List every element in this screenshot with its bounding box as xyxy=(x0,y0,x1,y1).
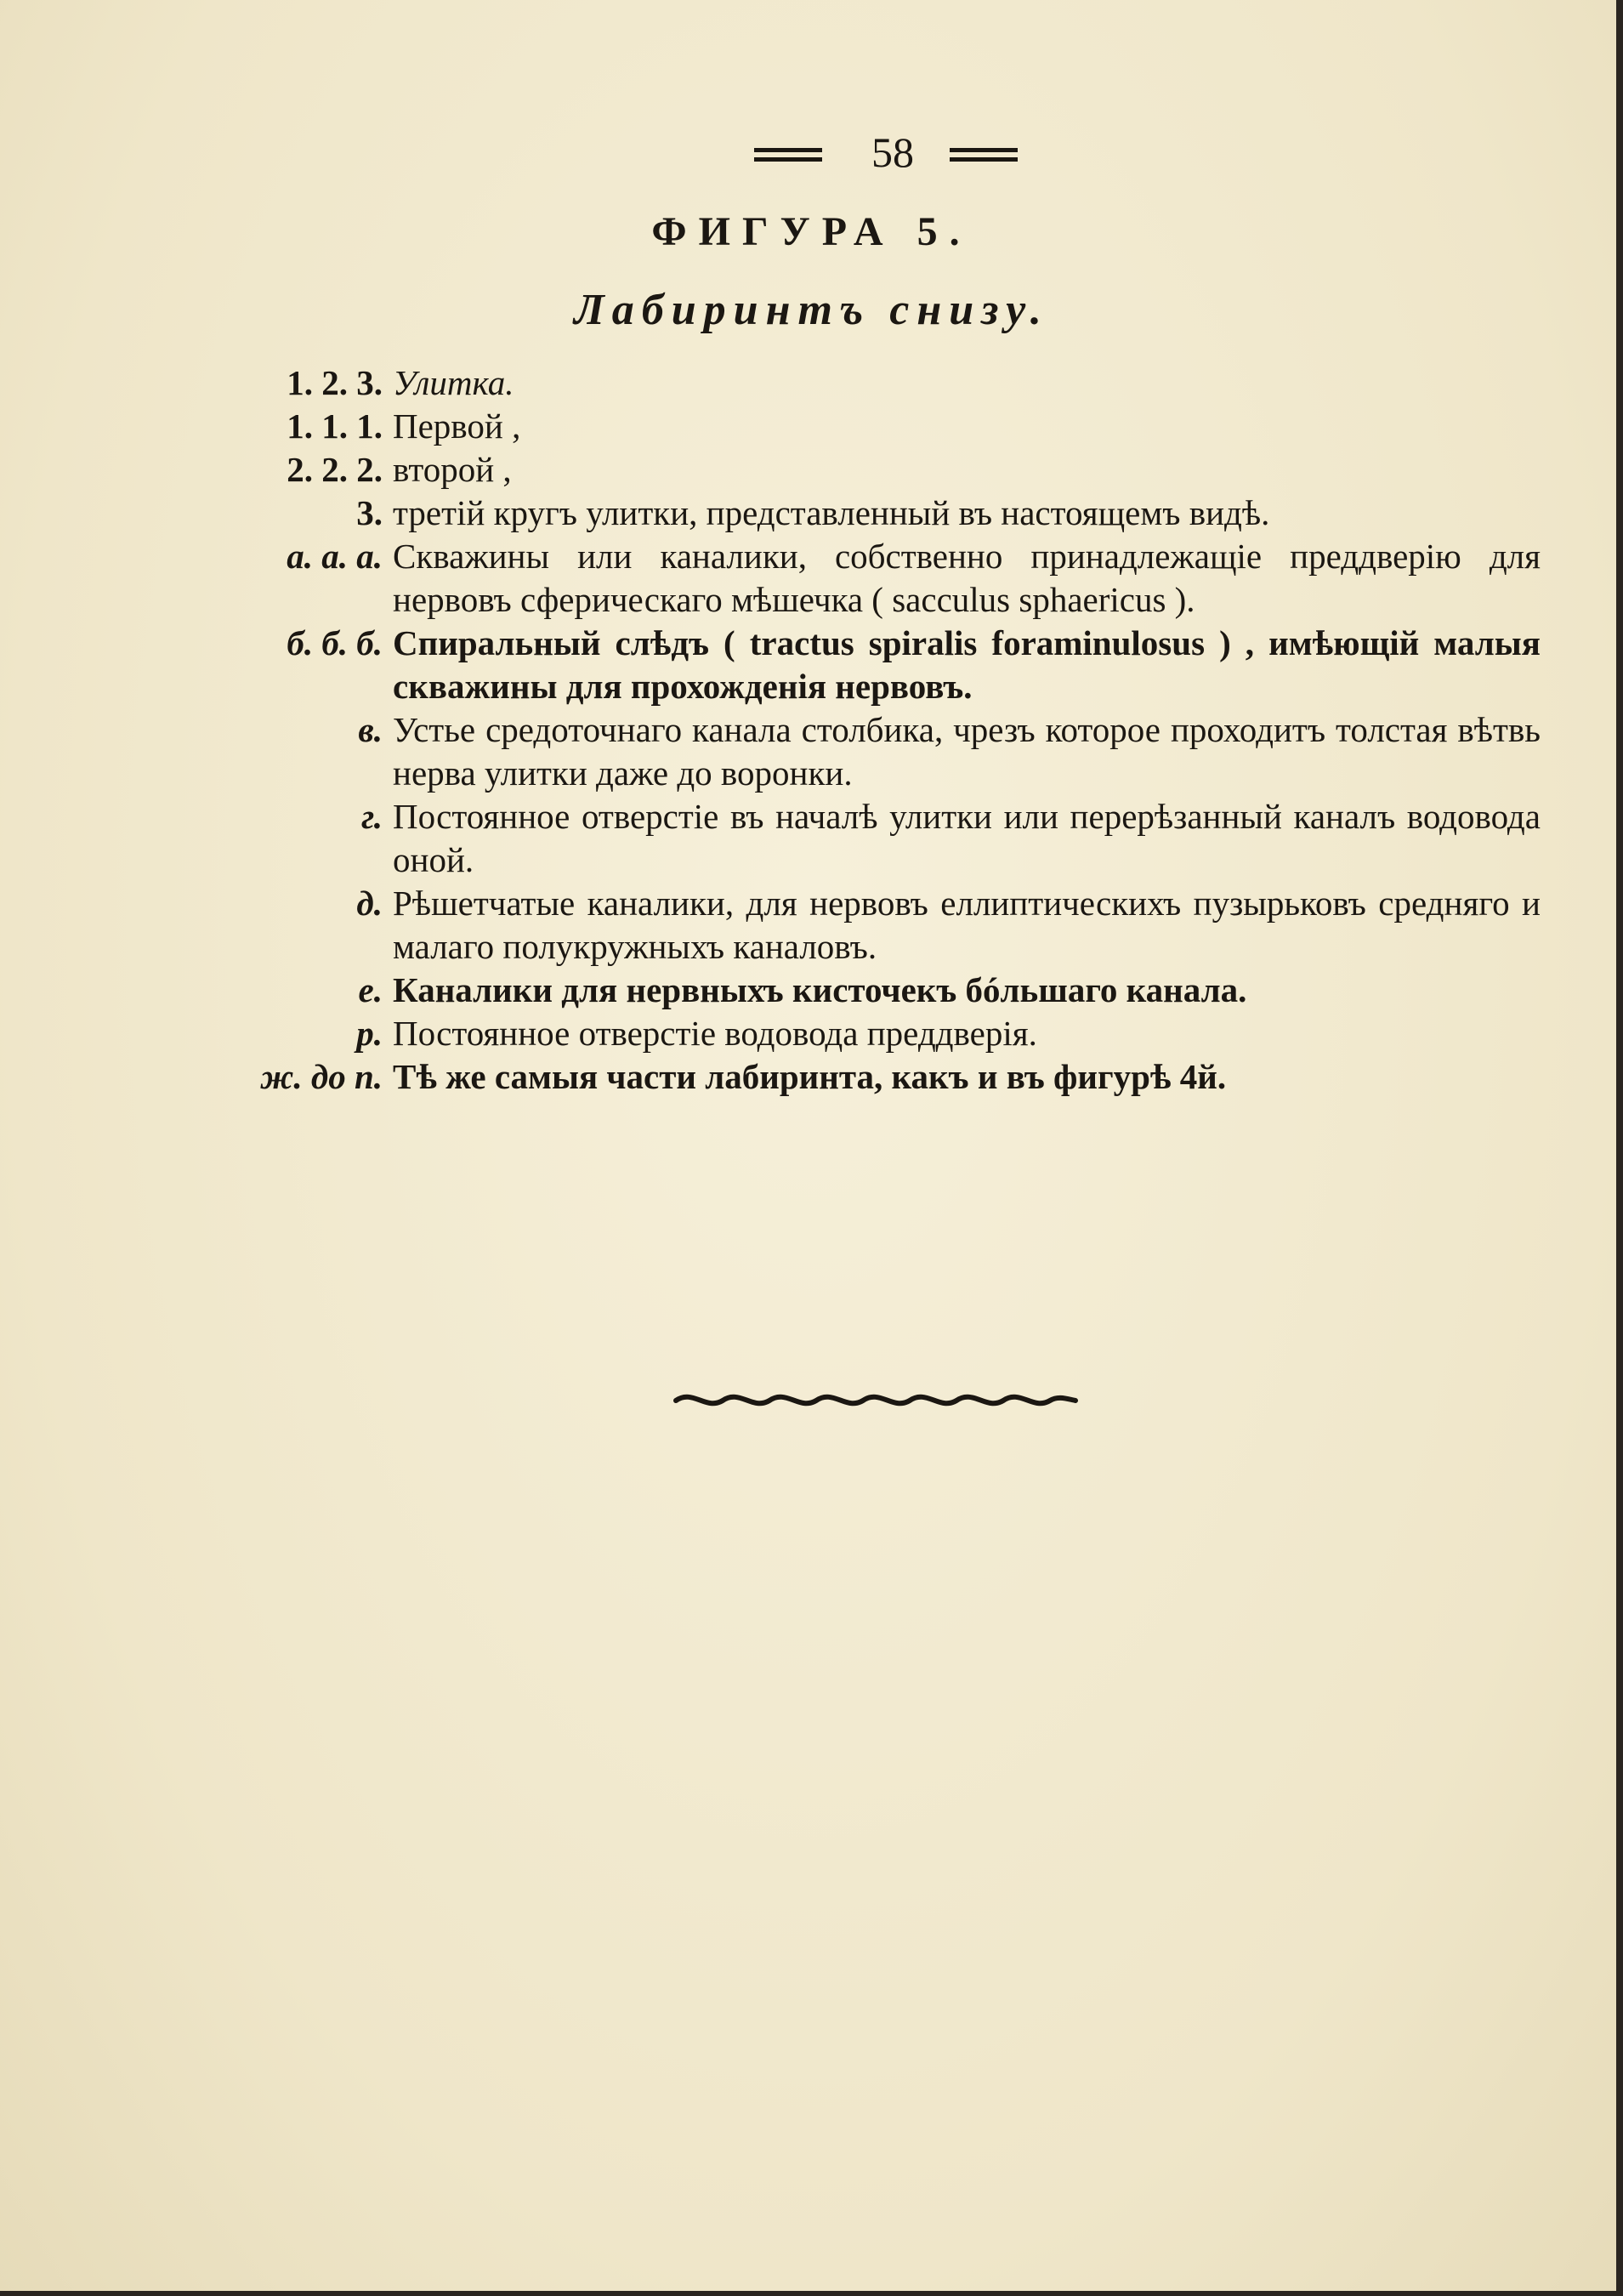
page-number: 58 xyxy=(871,128,914,176)
page-edge-right xyxy=(1616,0,1623,2296)
legend-entry xyxy=(0,361,1623,405)
entry-label: а. а. а. xyxy=(287,537,383,576)
entry-text: третій кругъ улитки, представленный въ настоящемъ видѣ. xyxy=(393,493,1270,532)
subtitle: Лабиринтъ снизу. xyxy=(574,286,1049,334)
legend-list xyxy=(0,361,1623,1099)
entry-text: Устье средоточнаго канала столбика, чрезъ которое проходитъ толстая вѣтвь нерва улитки даже до воронки. xyxy=(393,710,1541,793)
legend-entry xyxy=(0,1055,1623,1099)
entry-text: Первой , xyxy=(393,406,521,446)
figure-title: ФИГУРА 5. xyxy=(651,209,972,254)
legend-entry xyxy=(0,448,1623,492)
entry-text: Постоянное отверстіе водовода преддверія. xyxy=(393,1014,1037,1053)
entry-text: Рѣшетчатые каналики, для нервовъ еллиптическихъ пузырьковъ средняго и малаго полукружныхъ каналовъ. xyxy=(393,884,1541,966)
entry-label: 3. xyxy=(356,493,383,532)
entry-label: ж. до п. xyxy=(260,1057,383,1096)
legend-entry xyxy=(0,535,1623,622)
legend-entry xyxy=(0,1012,1623,1055)
entry-text: второй , xyxy=(393,450,512,489)
entry-label: б. б. б. xyxy=(287,623,383,662)
legend-entry xyxy=(0,708,1623,795)
header-rule-right xyxy=(950,148,1018,162)
entry-label: 2. 2. 2. xyxy=(287,450,383,489)
legend-entry xyxy=(0,882,1623,969)
entry-label: д. xyxy=(356,884,383,923)
entry-text: Каналики для нервныхъ кисточекъ бóльшаго канала. xyxy=(393,970,1247,1009)
legend-entry xyxy=(0,622,1623,708)
entry-label: 1. 2. 3. xyxy=(287,363,383,402)
entry-label: г. xyxy=(361,797,383,836)
legend-entry xyxy=(0,492,1623,535)
entry-text: Спиральный слѣдъ ( tractus spiralis foraminulosus ) , имѣющій малыя скважины для прохожденія нервовъ. xyxy=(393,623,1541,706)
legend-entry xyxy=(0,795,1623,882)
entry-text: Постоянное отверстіе въ началѣ улитки или перерѣзанный каналъ водовода оной. xyxy=(393,797,1541,879)
header-rule-left xyxy=(754,148,822,162)
legend-entry xyxy=(0,969,1623,1012)
entry-text: Скважины или каналики, собственно принадлежащіе преддверію для нервовъ сферическаго мѣшечка ( sacculus sphaericus ). xyxy=(393,537,1541,619)
entry-label: р. xyxy=(356,1014,383,1053)
page-edge-bottom xyxy=(0,2291,1623,2296)
entry-label: е. xyxy=(358,970,383,1009)
entry-text: Улитка. xyxy=(393,363,514,402)
wavy-ornament-divider xyxy=(672,1382,1080,1416)
entry-text: Тѣ же самыя части лабиринта, какъ и въ фигурѣ 4й. xyxy=(393,1057,1227,1096)
entry-label: в. xyxy=(358,710,383,749)
legend-entry xyxy=(0,405,1623,448)
entry-label: 1. 1. 1. xyxy=(287,406,383,446)
page-header xyxy=(0,128,1623,187)
